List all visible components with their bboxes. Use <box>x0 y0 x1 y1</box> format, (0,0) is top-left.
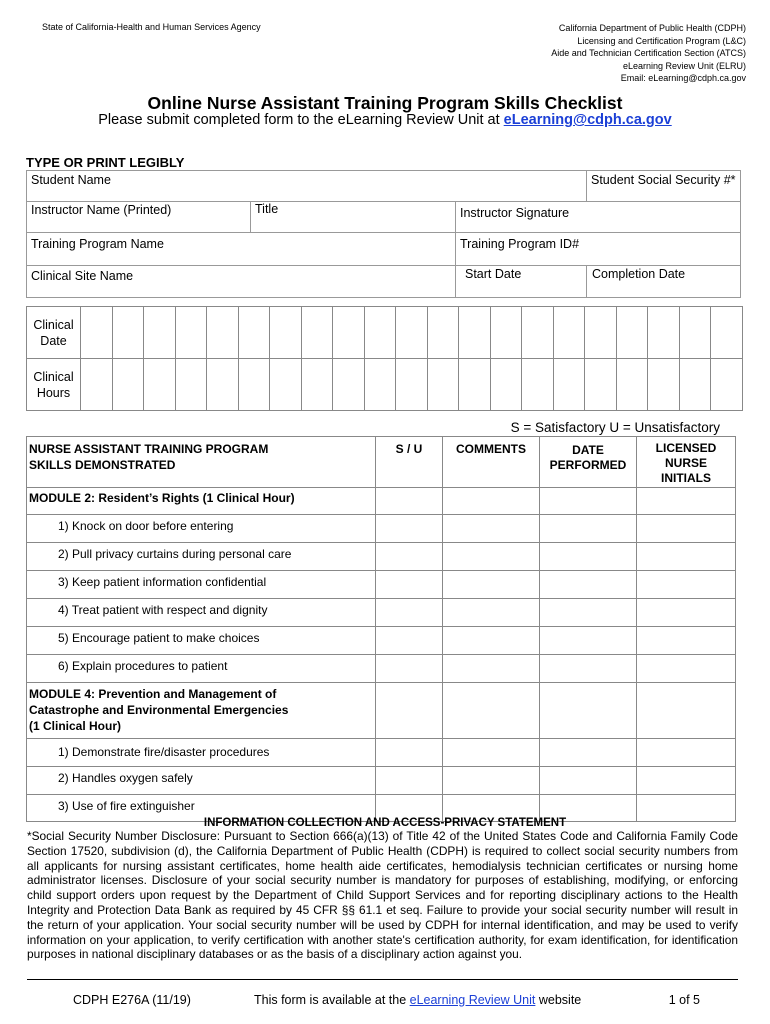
clinical-hours-cell[interactable] <box>207 359 239 411</box>
date-header-line1: DATE <box>572 443 604 457</box>
legend: S = Satisfactory U = Unsatisfactory <box>510 420 720 435</box>
initials-cell[interactable] <box>637 739 736 767</box>
clinical-date-cell[interactable] <box>427 307 459 359</box>
su-cell[interactable] <box>376 655 443 683</box>
elearning-link[interactable]: eLearning Review Unit <box>409 993 536 1007</box>
licensed-nurse-header <box>637 437 736 488</box>
clinical-grid <box>26 306 743 411</box>
comments-cell[interactable] <box>443 488 540 515</box>
clinical-date-cell[interactable] <box>301 307 333 359</box>
clinical-date-cell[interactable] <box>112 307 144 359</box>
module-2-row <box>27 488 736 515</box>
su-cell[interactable] <box>376 543 443 571</box>
clinical-hours-cell[interactable] <box>175 359 207 411</box>
clinical-date-cell[interactable] <box>459 307 491 359</box>
skills-header-line2: SKILLS DEMONSTRATED <box>29 458 176 472</box>
type-print-note: TYPE OR PRINT LEGIBLY <box>26 155 185 170</box>
completion-date-field[interactable] <box>586 265 741 298</box>
clinical-date-cell[interactable] <box>270 307 302 359</box>
comments-cell[interactable] <box>443 655 540 683</box>
initials-cell[interactable] <box>637 767 736 795</box>
comments-cell[interactable] <box>443 515 540 543</box>
su-cell[interactable] <box>376 627 443 655</box>
comments-cell[interactable] <box>443 543 540 571</box>
clinical-date-cell[interactable] <box>553 307 585 359</box>
ssn-label: Student Social Security #* <box>591 173 736 187</box>
date-cell[interactable] <box>540 515 637 543</box>
email-line: Email: eLearning@cdph.ca.gov <box>620 73 746 83</box>
clinical-hours-cell[interactable] <box>396 359 428 411</box>
clinical-hours-cell[interactable] <box>522 359 554 411</box>
skill-item: 2) Pull privacy curtains during personal care <box>27 543 376 571</box>
clinical-hours-cell[interactable] <box>616 359 648 411</box>
page-number: 1 of 5 <box>668 993 700 1007</box>
skill-item: 6) Explain procedures to patient <box>27 655 376 683</box>
initials-cell[interactable] <box>637 571 736 599</box>
clinical-date-cell[interactable] <box>490 307 522 359</box>
clinical-hours-cell[interactable] <box>81 359 113 411</box>
lic-header-line1: LICENSED <box>655 441 717 455</box>
su-cell[interactable] <box>376 739 443 767</box>
skills-header <box>27 437 376 488</box>
clinical-date-label <box>27 307 81 359</box>
skill-row <box>27 599 736 627</box>
clinical-site-label: Clinical Site Name <box>31 269 134 283</box>
module-2-title: MODULE 2: Resident’s Rights (1 Clinical Hour) <box>27 488 376 515</box>
date-cell[interactable] <box>540 683 637 739</box>
clinical-site-field[interactable] <box>26 265 456 298</box>
clinical-hours-cell[interactable] <box>490 359 522 411</box>
program-id-label: Training Program ID# <box>460 237 580 251</box>
date-cell[interactable] <box>540 767 637 795</box>
student-name-label: Student Name <box>31 173 111 187</box>
date-cell[interactable] <box>540 655 637 683</box>
su-cell[interactable] <box>376 683 443 739</box>
initials-cell[interactable] <box>637 515 736 543</box>
program-name-label: Training Program Name <box>31 237 164 251</box>
program-name-field[interactable] <box>26 232 456 266</box>
clinical-date-word1: Clinical <box>33 317 74 332</box>
form-id: CDPH E276A (11/19) <box>73 993 191 1007</box>
subtitle <box>0 112 770 128</box>
date-cell[interactable] <box>540 571 637 599</box>
clinical-hours-cell[interactable] <box>585 359 617 411</box>
date-cell[interactable] <box>540 543 637 571</box>
ssn-field[interactable] <box>586 170 741 202</box>
clinical-date-cell[interactable] <box>396 307 428 359</box>
page-title: Online Nurse Assistant Training Program Skills Checklist <box>147 93 623 113</box>
skills-table <box>26 436 736 822</box>
website-text: website <box>535 993 582 1007</box>
clinical-date-cell[interactable] <box>364 307 396 359</box>
comments-header: COMMENTS <box>443 437 540 488</box>
clinical-hours-word1: Clinical <box>33 369 74 384</box>
skill-row <box>27 655 736 683</box>
date-cell[interactable] <box>540 627 637 655</box>
skill-item: 1) Knock on door before entering <box>27 515 376 543</box>
clinical-hours-label <box>27 359 81 411</box>
clinical-date-cell[interactable] <box>81 307 113 359</box>
clinical-hours-cell[interactable] <box>144 359 176 411</box>
comments-cell[interactable] <box>443 767 540 795</box>
skill-row <box>27 739 736 767</box>
skill-item: 2) Handles oxygen safely <box>27 767 376 795</box>
program-line: Licensing and Certification Program (L&C) <box>577 35 746 46</box>
skill-item: 4) Treat patient with respect and dignity <box>27 599 376 627</box>
initials-cell[interactable] <box>637 627 736 655</box>
comments-cell[interactable] <box>443 571 540 599</box>
clinical-date-cell[interactable] <box>616 307 648 359</box>
skill-item: 3) Keep patient information confidential <box>27 571 376 599</box>
privacy-title: INFORMATION COLLECTION AND ACCESS-PRIVACY STATEMENT <box>203 817 567 829</box>
privacy-body: *Social Security Number Disclosure: Pursuant to Section 666(a)(13) of Title 42 of the United States Code and California Family Code Section 17520, subdivision (d), the California Department of Public Health (CDPH) is required to collect social security numbers from all applicants for nursing assistant certificates, home health aide certificates, hemodialysis technician certificates or nursing home administrator licenses. Disclosure of your social security number is mandatory for purposes of establishing, modifying, or enforcing child support orders upon request by the Department of Child Support Services and for reporting disciplinary actions to the Health Integrity and Protection Data Bank as required by 45 CFR §§ 61.1 et seq. Failure to provide your social security number will result in the return of your application. Your social security number will be used by CDPH for internal identification, and may be used to verify information on your application, to verify certification with another state's certification authority, for exam identification, for identification purposes in national disciplinary databases or as the basis of a disciplinary action against you. <box>27 829 738 962</box>
lic-header-line3: INITIALS <box>661 471 711 485</box>
clinical-hours-cell[interactable] <box>711 359 743 411</box>
completion-date-label: Completion Date <box>592 267 686 281</box>
module-4-title-line2: Catastrophe and Environmental Emergencies <box>29 703 289 717</box>
date-performed-header <box>540 437 637 488</box>
module-4-title <box>27 683 376 739</box>
clinical-hours-cell[interactable] <box>459 359 491 411</box>
clinical-date-cell[interactable] <box>679 307 711 359</box>
clinical-date-cell[interactable] <box>175 307 207 359</box>
skills-header-row <box>27 437 736 488</box>
skills-header-line1: NURSE ASSISTANT TRAINING PROGRAM <box>29 442 269 456</box>
clinical-hours-cell[interactable] <box>112 359 144 411</box>
title-field[interactable] <box>250 201 456 233</box>
unit-line: eLearning Review Unit (ELRU) <box>622 60 746 71</box>
initials-cell[interactable] <box>637 655 736 683</box>
clinical-hours-cell[interactable] <box>553 359 585 411</box>
lic-header-line2: NURSE <box>664 456 707 470</box>
clinical-date-cell[interactable] <box>711 307 743 359</box>
clinical-hours-word2: Hours <box>36 385 71 400</box>
skill-item: 5) Encourage patient to make choices <box>27 627 376 655</box>
clinical-hours-cell[interactable] <box>333 359 365 411</box>
clinical-hours-cell[interactable] <box>238 359 270 411</box>
clinical-hours-cell[interactable] <box>427 359 459 411</box>
clinical-date-cell[interactable] <box>585 307 617 359</box>
clinical-hours-cell[interactable] <box>301 359 333 411</box>
instructor-name-field[interactable] <box>26 201 251 233</box>
su-header: S / U <box>376 437 443 488</box>
skill-row <box>27 571 736 599</box>
availability-text: This form is available at the <box>254 993 410 1007</box>
module-4-title-line3: (1 Clinical Hour) <box>29 719 122 733</box>
initials-cell[interactable] <box>637 683 736 739</box>
footer-divider <box>27 979 738 980</box>
start-date-field[interactable] <box>455 265 587 298</box>
module-4-row <box>27 683 736 739</box>
date-header-line2: PERFORMED <box>549 458 627 472</box>
subtitle-text: Please submit completed form to the eLearning Review Unit at <box>98 112 504 128</box>
clinical-date-cell[interactable] <box>144 307 176 359</box>
initials-cell[interactable] <box>637 488 736 515</box>
clinical-date-cell[interactable] <box>648 307 680 359</box>
su-cell[interactable] <box>376 767 443 795</box>
email-link[interactable]: eLearning@cdph.ca.gov <box>503 112 672 128</box>
comments-cell[interactable] <box>443 599 540 627</box>
program-id-field[interactable] <box>455 232 741 266</box>
date-cell[interactable] <box>540 599 637 627</box>
comments-cell[interactable] <box>443 739 540 767</box>
skill-row <box>27 767 736 795</box>
clinical-hours-cell[interactable] <box>679 359 711 411</box>
comments-cell[interactable] <box>443 627 540 655</box>
clinical-date-cell[interactable] <box>238 307 270 359</box>
clinical-date-cell[interactable] <box>522 307 554 359</box>
clinical-date-cell[interactable] <box>333 307 365 359</box>
instructor-name-label: Instructor Name (Printed) <box>31 203 172 217</box>
skill-item: 1) Demonstrate fire/disaster procedures <box>27 739 376 767</box>
section-line: Aide and Technician Certification Section (ATCS) <box>551 48 746 58</box>
clinical-hours-row <box>27 359 743 411</box>
clinical-hours-cell[interactable] <box>364 359 396 411</box>
title-label: Title <box>255 202 279 216</box>
date-cell[interactable] <box>540 488 637 515</box>
module-4-title-line1: MODULE 4: Prevention and Management of <box>29 687 277 701</box>
department-line: California Department of Public Health (CDPH) <box>558 23 746 33</box>
agency-name: State of California-Health and Human Services Agency <box>42 22 261 32</box>
clinical-hours-cell[interactable] <box>270 359 302 411</box>
clinical-date-cell[interactable] <box>207 307 239 359</box>
clinical-hours-cell[interactable] <box>648 359 680 411</box>
availability-note <box>254 993 581 1007</box>
su-cell[interactable] <box>376 515 443 543</box>
su-cell[interactable] <box>376 599 443 627</box>
instructor-signature-label: Instructor Signature <box>460 206 570 220</box>
skill-row <box>27 515 736 543</box>
initials-cell[interactable] <box>637 599 736 627</box>
skill-item: 3) Use of fire extinguisher <box>27 795 376 822</box>
department-block <box>551 22 746 85</box>
skill-row <box>27 543 736 571</box>
skill-row <box>27 627 736 655</box>
initials-cell[interactable] <box>637 543 736 571</box>
su-cell[interactable] <box>376 571 443 599</box>
start-date-label: Start Date <box>465 267 522 281</box>
clinical-date-row <box>27 307 743 359</box>
date-cell[interactable] <box>540 739 637 767</box>
instructor-signature-field[interactable] <box>455 201 741 233</box>
clinical-date-word2: Date <box>40 333 67 348</box>
su-cell[interactable] <box>376 488 443 515</box>
student-name-field[interactable] <box>26 170 587 202</box>
comments-cell[interactable] <box>443 683 540 739</box>
